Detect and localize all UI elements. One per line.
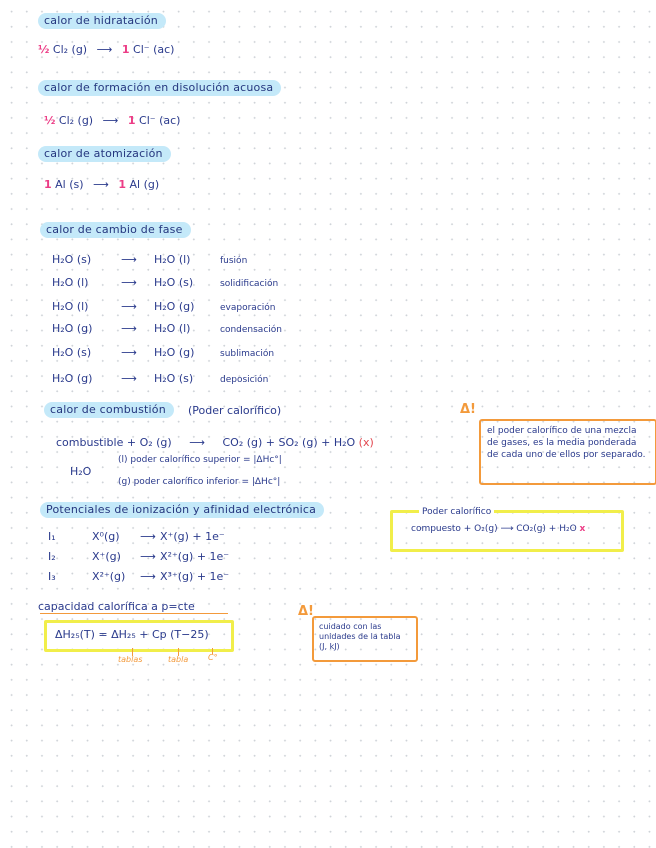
- label-celsius: C°: [208, 653, 218, 662]
- ionization-left: X⁰(g): [92, 530, 120, 543]
- section-title-capacidad: capacidad calorífica a p=cte: [38, 600, 195, 613]
- poder-box-title: Poder calorífico: [419, 507, 494, 517]
- poder-box-eq: compuesto + O₂(g) ⟶ CO₂(g) + H₂O: [411, 524, 577, 534]
- section-title-formacion: calor de formación en disolución acuosa: [38, 80, 281, 96]
- phase-product: H₂O (g): [154, 346, 195, 359]
- poder-superior: (l) poder calorífico superior = |ΔHc°|: [118, 455, 282, 465]
- label-tablas: tablas: [118, 655, 143, 664]
- water-label: H₂O: [70, 465, 92, 478]
- reaction-arrow: ⟶: [121, 253, 137, 266]
- coef: 1: [44, 178, 52, 191]
- section-title-cambio-fase: calor de cambio de fase: [40, 222, 191, 238]
- reaction-arrow: ⟶: [121, 322, 137, 335]
- note-unidades: cuidado con las unidades de la tabla (J, kJ): [319, 622, 401, 651]
- phase-product: H₂O (l): [154, 322, 191, 335]
- ionization-right: X³⁺(g) + 1e⁻: [160, 570, 230, 583]
- phase-reactant: H₂O (l): [52, 300, 89, 313]
- section-title-atomizacion: calor de atomización: [38, 146, 171, 162]
- phase-change-row: [52, 276, 278, 289]
- reaction-arrow: ⟶: [121, 276, 137, 289]
- phase-name: sublimación: [220, 349, 275, 359]
- ionization-label: I₂: [48, 550, 56, 563]
- phase-change-row: [52, 372, 268, 385]
- reaction-arrow: ⟶: [102, 114, 119, 127]
- product: Cl⁻ (ac): [139, 114, 181, 127]
- equation-atomizacion: [44, 178, 159, 191]
- reactant: Cl₂ (g): [58, 114, 94, 127]
- ionization-left: X⁺(g): [92, 550, 121, 563]
- capacidad-formula: ΔH₂₅(T) = ΔH₂₅ + Cp (T−25): [55, 628, 209, 641]
- reaction-arrow: ⟶: [121, 346, 137, 359]
- poder-box-equation: [411, 524, 585, 534]
- section-title-ionizacion: Potenciales de ionización y afinidad electrónica: [40, 502, 324, 518]
- title-underline: [40, 613, 228, 614]
- reaction-arrow: ⟶: [140, 570, 156, 583]
- phase-name: evaporación: [220, 303, 276, 313]
- ionization-left: X²⁺(g): [92, 570, 126, 583]
- note-box-unidades: [312, 616, 418, 662]
- phase-name: solidificación: [220, 279, 279, 289]
- ionization-label: I₃: [48, 570, 56, 583]
- ionization-label: I₁: [48, 530, 56, 543]
- equation-formacion: [44, 114, 180, 127]
- warning-icon: Δ!: [460, 402, 476, 417]
- combustion-state: (x): [358, 436, 374, 449]
- phase-change-row: [52, 300, 275, 313]
- phase-reactant: H₂O (l): [52, 276, 89, 289]
- note-box-mezcla: [479, 419, 656, 485]
- combustion-left: combustible + O₂ (g): [56, 436, 172, 449]
- coef: 1: [118, 178, 126, 191]
- coef-fraction: ½: [38, 43, 50, 56]
- label-tabla: tabla: [168, 655, 189, 664]
- reaction-arrow: ⟶: [96, 43, 113, 56]
- product: Cl⁻ (ac): [133, 43, 175, 56]
- coef: 1: [127, 114, 136, 127]
- phase-reactant: H₂O (s): [52, 253, 92, 266]
- ionization-right: X²⁺(g) + 1e⁻: [160, 550, 230, 563]
- phase-reactant: H₂O (g): [52, 322, 93, 335]
- reaction-arrow: ⟶: [121, 300, 137, 313]
- section-title-combustion: calor de combustión: [44, 402, 174, 418]
- phase-product: H₂O (g): [154, 300, 195, 313]
- poder-calorifico-box: [390, 507, 624, 552]
- combustion-right: CO₂ (g) + SO₂ (g) + H₂O: [222, 436, 356, 449]
- coef-fraction: ½: [44, 114, 56, 127]
- coef: 1: [121, 43, 130, 56]
- phase-product: H₂O (l): [154, 253, 191, 266]
- reaction-arrow: ⟶: [189, 436, 205, 449]
- poder-box-x: x: [579, 524, 586, 534]
- phase-product: H₂O (s): [154, 276, 194, 289]
- combustion-subtitle: (Poder calorífico): [188, 404, 282, 417]
- product: Al (g): [129, 178, 160, 191]
- reactant: Al (s): [55, 178, 84, 191]
- reaction-arrow: ⟶: [121, 372, 137, 385]
- reaction-arrow: ⟶: [140, 550, 156, 563]
- phase-name: deposición: [220, 375, 269, 385]
- phase-change-row: [52, 322, 282, 335]
- reaction-arrow: ⟶: [93, 178, 109, 191]
- phase-change-row: [52, 346, 274, 359]
- ionization-right: X⁺(g) + 1e⁻: [160, 530, 225, 543]
- reactant: Cl₂ (g): [52, 43, 88, 56]
- phase-change-row: [52, 253, 247, 266]
- phase-name: fusión: [220, 256, 248, 266]
- ionization-row: [48, 550, 229, 563]
- poder-inferior: (g) poder calorífico inferior = |ΔHc°|: [118, 477, 281, 487]
- phase-name: condensación: [220, 325, 282, 335]
- section-title-hidratacion: calor de hidratación: [38, 13, 166, 29]
- equation-hidratacion: [38, 43, 174, 56]
- equation-combustion: [56, 436, 374, 449]
- ionization-row: [48, 530, 225, 543]
- phase-product: H₂O (s): [154, 372, 194, 385]
- formula-box: [44, 620, 234, 652]
- ionization-row: [48, 570, 229, 583]
- phase-reactant: H₂O (g): [52, 372, 93, 385]
- reaction-arrow: ⟶: [140, 530, 156, 543]
- phase-reactant: H₂O (s): [52, 346, 92, 359]
- note-mezcla: el poder calorífico de una mezcla de gases, es la media ponderada de cada uno de ellos por separado.: [487, 426, 646, 460]
- warning-icon: Δ!: [298, 604, 314, 619]
